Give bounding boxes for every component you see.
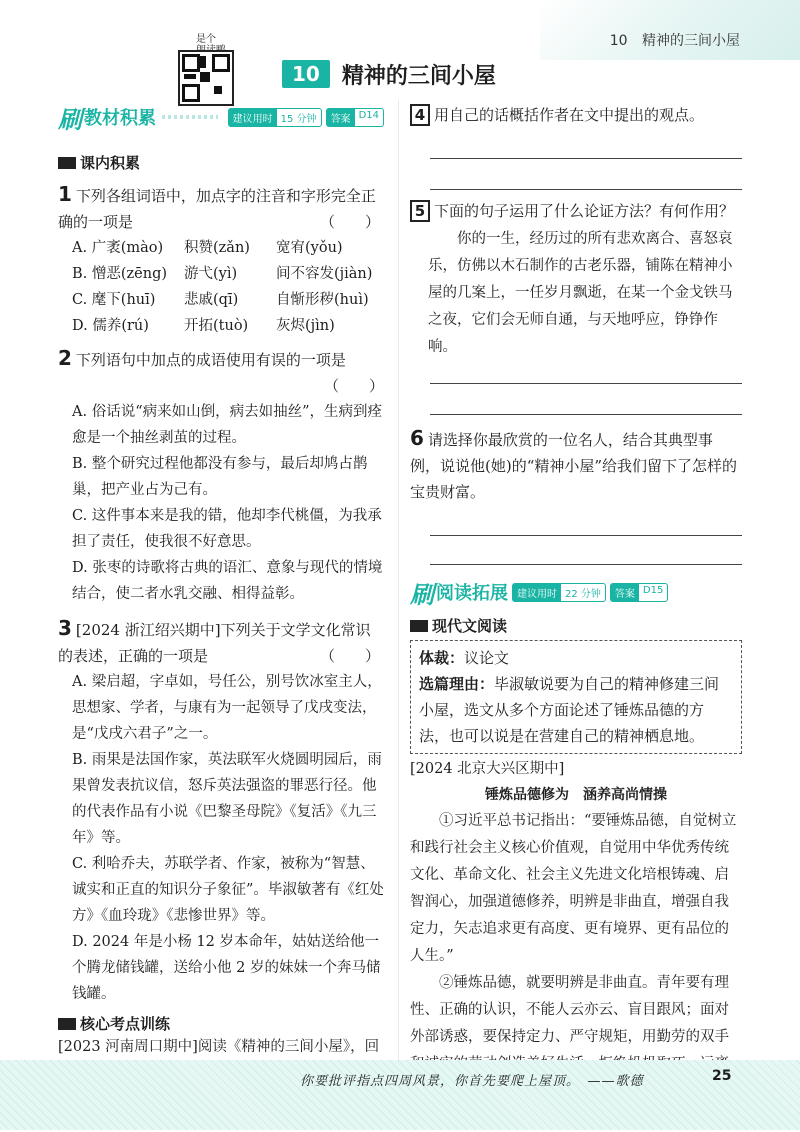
option-cell: A. 广袤(mào)	[72, 240, 164, 256]
time-value: 22 分钟	[565, 588, 601, 600]
genre-value: 议论文	[464, 649, 510, 667]
option-a[interactable]: A. 俗话说“病来如山倒，病去如抽丝”，生病到痊愈是一个抽丝剥茧的过程。	[72, 404, 383, 446]
answer-line[interactable]	[430, 535, 742, 536]
option-c[interactable]: C. 这件事本来是我的错，他却李代桃僵，为我承担了责任，使我很不好意思。	[72, 508, 382, 550]
option-cell: 积赞(zǎn)	[184, 240, 250, 256]
answer-line[interactable]	[430, 414, 742, 415]
article-source: [2024 北京大兴区期中]	[410, 761, 565, 777]
option-cell: C. 麾下(huī)	[72, 292, 156, 308]
subheading-in-class	[58, 152, 384, 173]
answer-bracket[interactable]: （ ）	[319, 647, 380, 665]
option-d[interactable]: D. 张枣的诗歌将古典的语汇、意象与现代的情境结合，使二者水乳交融、相得益彰。	[72, 560, 383, 602]
answer-tag	[326, 108, 384, 127]
question-3	[58, 615, 384, 669]
running-header-title: 精神的三间小屋	[642, 33, 740, 49]
heading-block-icon	[58, 1018, 76, 1030]
section-header-reading	[410, 579, 742, 609]
lesson-name: 精神的三间小屋	[341, 63, 496, 89]
section-title: 阅读拓展	[436, 583, 508, 604]
reason-label: 选篇理由：	[419, 675, 495, 693]
question-number: 6	[410, 426, 424, 450]
option-d[interactable]: D. 2024 年是小杨 12 岁本命年，姑姑送给他一个腾龙储钱罐，送给小他 2 岁的妹妹一个奔马储钱罐。	[72, 934, 381, 1002]
option-cell: 宽宥(yǒu)	[276, 240, 343, 256]
option-row[interactable]	[72, 313, 384, 339]
heading-block-icon	[410, 620, 428, 632]
option-b[interactable]: B. 雨果是法国作家，英法联军火烧圆明园后，雨果曾发表抗议信，怒斥英法强盗的罪恶行径。他的代表作品有小说《巴黎圣母院》《复活》《九三年》等。	[72, 752, 382, 846]
time-key: 建议用时	[513, 584, 561, 601]
option-row[interactable]	[72, 261, 384, 287]
answer-line[interactable]	[430, 383, 742, 384]
section-brand: 刷	[58, 105, 82, 134]
question-number: 3	[58, 616, 72, 640]
answer-line[interactable]	[430, 189, 742, 190]
option-row[interactable]	[72, 287, 384, 313]
option-cell: B. 憎恶(zēng)	[72, 266, 168, 282]
qr-label: 是个	[196, 34, 216, 45]
option-cell: 自惭形秽(huì)	[276, 292, 369, 308]
answer-tag	[610, 583, 668, 602]
answer-bracket[interactable]: （ ）	[323, 377, 384, 395]
subheading-text: 课内积累	[80, 154, 141, 172]
article-paragraph: ①习近平总书记指出：“要锤炼品德，自觉树立和践行社会主义核心价值观，自觉用中华优秀传统文化、革命文化、社会主义先进文化培根铸魂、启智润心，加强道德修养，明辨是非曲直，增强自我定力，矢志追求更有高度、更有境界、更有品位的人生。”	[410, 813, 737, 964]
time-tag	[512, 583, 606, 602]
section-title: 教材积累	[84, 108, 156, 129]
genre-box	[410, 640, 742, 754]
question-5	[410, 198, 742, 224]
option-cell: 游弋(yì)	[184, 266, 238, 282]
running-header	[610, 30, 740, 50]
dotted-rule	[162, 115, 218, 119]
subheading-text: 现代文阅读	[432, 617, 508, 635]
answer-line[interactable]	[430, 564, 742, 565]
question-number: 4	[410, 104, 430, 126]
question-source: [2024 浙江绍兴期中]	[75, 621, 221, 639]
subheading-core-training	[58, 1013, 384, 1034]
lesson-number: 10	[282, 60, 330, 88]
option-cell: 悲戚(qī)	[184, 292, 239, 308]
footer-quote: 你要批评指点四周风景，你首先要爬上屋顶。 ——歌德	[300, 1074, 644, 1089]
question-number: 1	[58, 182, 72, 206]
option-cell: 间不容发(jiàn)	[276, 266, 373, 282]
answer-key: 答案	[611, 584, 639, 601]
option-b[interactable]: B. 整个研究过程他都没有参与，最后却鸠占鹊巢，把产业占为己有。	[72, 456, 368, 498]
question-number: 5	[410, 200, 430, 222]
question-4	[410, 102, 742, 128]
article-title: 锤炼品德修为 涵养高尚情操	[485, 787, 667, 803]
answer-line[interactable]	[430, 158, 742, 159]
reason-value: 毕淑敏说要为自己的精神修建三间小屋，选文从多个方面论述了锤炼品德的方法，也可以说是在营建自己的精神栖息地。	[419, 675, 720, 745]
answer-bracket[interactable]: （ ）	[319, 213, 380, 231]
answer-value: D14	[358, 109, 379, 121]
option-a[interactable]: A. 梁启超，字卓如，号任公，别号饮冰室主人，思想家、学者，与康有为一起领导了戊戌变法，是“戊戌六君子”之一。	[72, 674, 382, 742]
question-stem: 请选择你最欣赏的一位名人，结合其典型事例，说说他(她)的“精神小屋”给我们留下了怎样的宝贵财富。	[410, 431, 738, 501]
running-header-num: 10	[609, 33, 628, 49]
q1-options	[72, 235, 384, 339]
article-paragraph: ②锤炼品德，就要明辨是非曲直。青年要有理性、正确的认识，不能人云亦云、盲目跟风；面对外部诱惑，要保持定力、严守规矩，用勤劳的双手	[410, 975, 729, 1045]
subheading-modern-reading	[410, 615, 742, 636]
question-stem: 下列关于文学文化常识的表述，正确的一项是	[58, 621, 371, 665]
question-stem: 下列各组词语中，加点字的注音和字形完全正确的一项是	[58, 187, 376, 231]
qr-code-icon[interactable]	[178, 50, 234, 106]
column-divider	[398, 100, 399, 1060]
option-c[interactable]: C. 利哈乔夫，苏联学者、作家，被称为“智慧、诚实和正直的知识分子象征”。毕淑敏著有《红处方》《血玲珑》《悲惨世界》等。	[72, 856, 384, 924]
left-column	[58, 104, 384, 1086]
heading-block-icon	[58, 157, 76, 169]
answer-key: 答案	[327, 109, 355, 126]
right-column	[410, 102, 742, 1132]
time-value: 15 分钟	[280, 113, 317, 125]
time-key: 建议用时	[229, 109, 277, 126]
question-stem: 下面的句子运用了什么论证方法？有何作用？	[434, 202, 735, 220]
question-6	[410, 425, 742, 505]
lesson-title	[282, 58, 496, 90]
section-header-textbook	[58, 104, 384, 134]
option-row[interactable]	[72, 235, 384, 261]
q3-options	[72, 669, 384, 1007]
page-number: 25	[712, 1068, 732, 1084]
genre-label: 体裁：	[419, 649, 465, 667]
question-number: 2	[58, 346, 72, 370]
question-stem: 用自己的话概括作者在文中提出的观点。	[434, 106, 705, 124]
option-cell: 灰烬(jìn)	[276, 318, 335, 334]
answer-value: D15	[642, 584, 664, 596]
question-stem: 下列语句中加点的成语使用有误的一项是	[75, 351, 346, 369]
section-brand: 刷	[410, 580, 434, 609]
option-cell: D. 儒养(rú)	[72, 318, 149, 334]
reading-instruction: [2023 河南周口期中]阅读《精神的三间小屋》，回	[58, 1039, 380, 1055]
option-cell: 开拓(tuò)	[184, 318, 249, 334]
question-2	[58, 345, 384, 399]
time-tag	[228, 108, 322, 127]
question-1	[58, 181, 384, 235]
quoted-sentence: 你的一生，经历过的所有悲欢离合、喜怒哀乐，仿佛以木石制作的古老乐器，铺陈在精神小屋的几案上，一任岁月飘逝，在某一个金戈铁马之夜，它们会无师自通，与天地呼应，铮铮作响。	[428, 231, 733, 355]
q2-options	[72, 399, 384, 607]
subheading-text: 核心考点训练	[80, 1015, 171, 1033]
